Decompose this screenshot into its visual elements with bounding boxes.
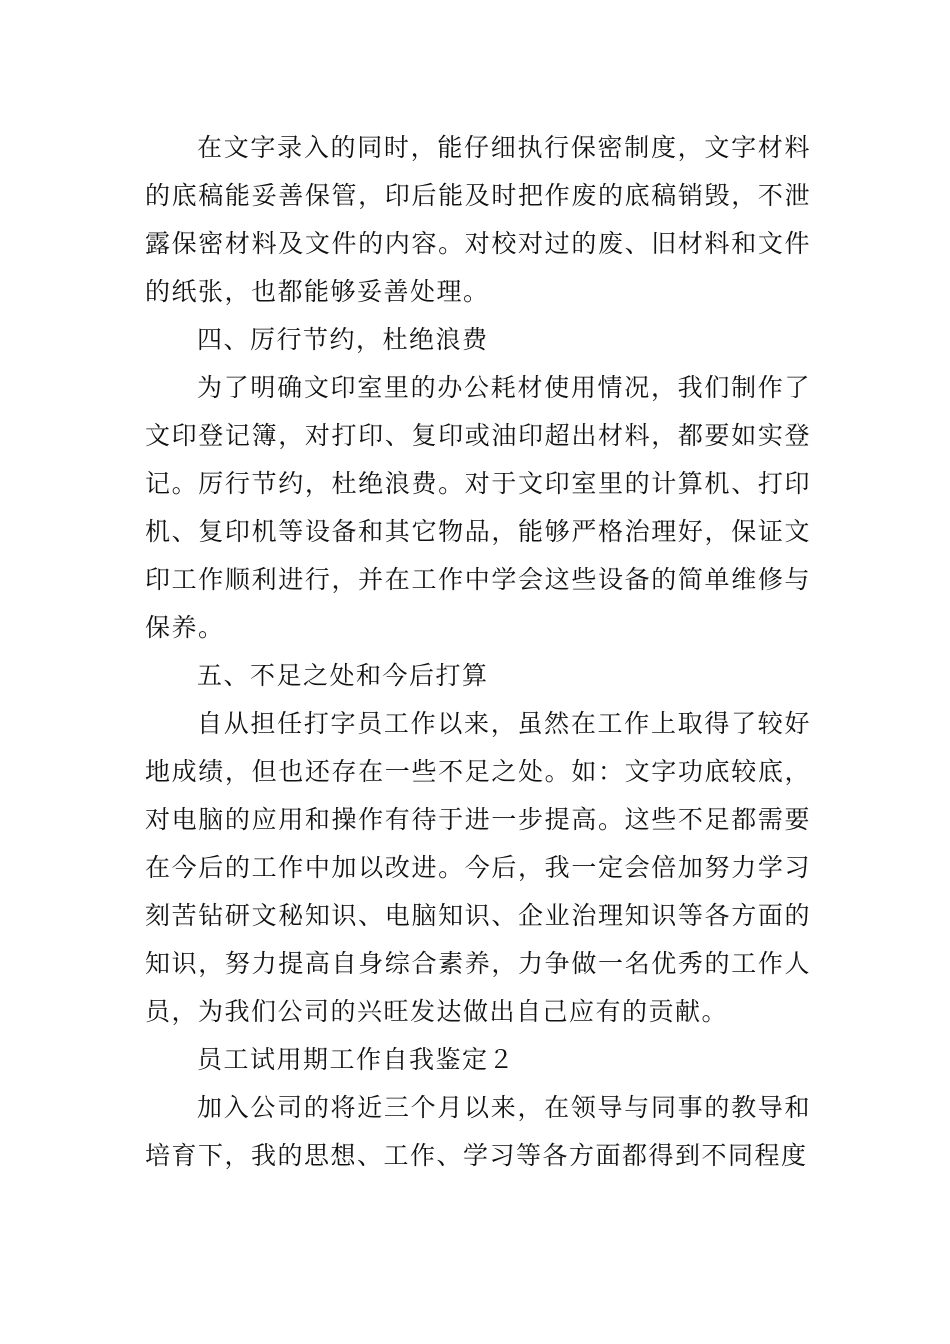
paragraph-intro-two: 加入公司的将近三个月以来，在领导与同事的教导和培育下，我的思想、工作、学习等各方面都得到不同程度: [145, 1093, 811, 1170]
section-heading-four: 四、厉行节约，杜绝浪费: [197, 325, 489, 354]
document-body: [145, 124, 811, 1180]
section-heading-five: 五、不足之处和今后打算: [197, 661, 489, 690]
paragraph-economy: 为了明确文印室里的办公耗材使用情况，我们制作了文印登记簿，对打印、复印或油印超出材料，都要如实登记。厉行节约，杜绝浪费。对于文印室里的计算机、打印机、复印机等设备和其它物品，能够严格治理好，保证文印工作顺利进行，并在工作中学会这些设备的简单维修与保养。: [145, 373, 811, 642]
paragraph-confidentiality: 在文字录入的同时，能仔细执行保密制度，文字材料的底稿能妥善保管，印后能及时把作废的底稿销毁，不泄露保密材料及文件的内容。对校对过的废、旧材料和文件的纸张，也都能够妥善处理。: [145, 133, 811, 306]
paragraph-shortcomings: 自从担任打字员工作以来，虽然在工作上取得了较好地成绩，但也还存在一些不足之处。如：文字功底较底，对电脑的应用和操作有待于进一步提高。这些不足都需要在今后的工作中加以改进。今后，我一定会倍加努力学习刻苦钻研文秘知识、电脑知识、企业治理知识等各方面的知识，努力提高自身综合素养，力争做一名优秀的工作人员，为我们公司的兴旺发达做出自己应有的贡献。: [145, 709, 811, 1026]
article-title-two: 员工试用期工作自我鉴定２: [197, 1045, 516, 1074]
